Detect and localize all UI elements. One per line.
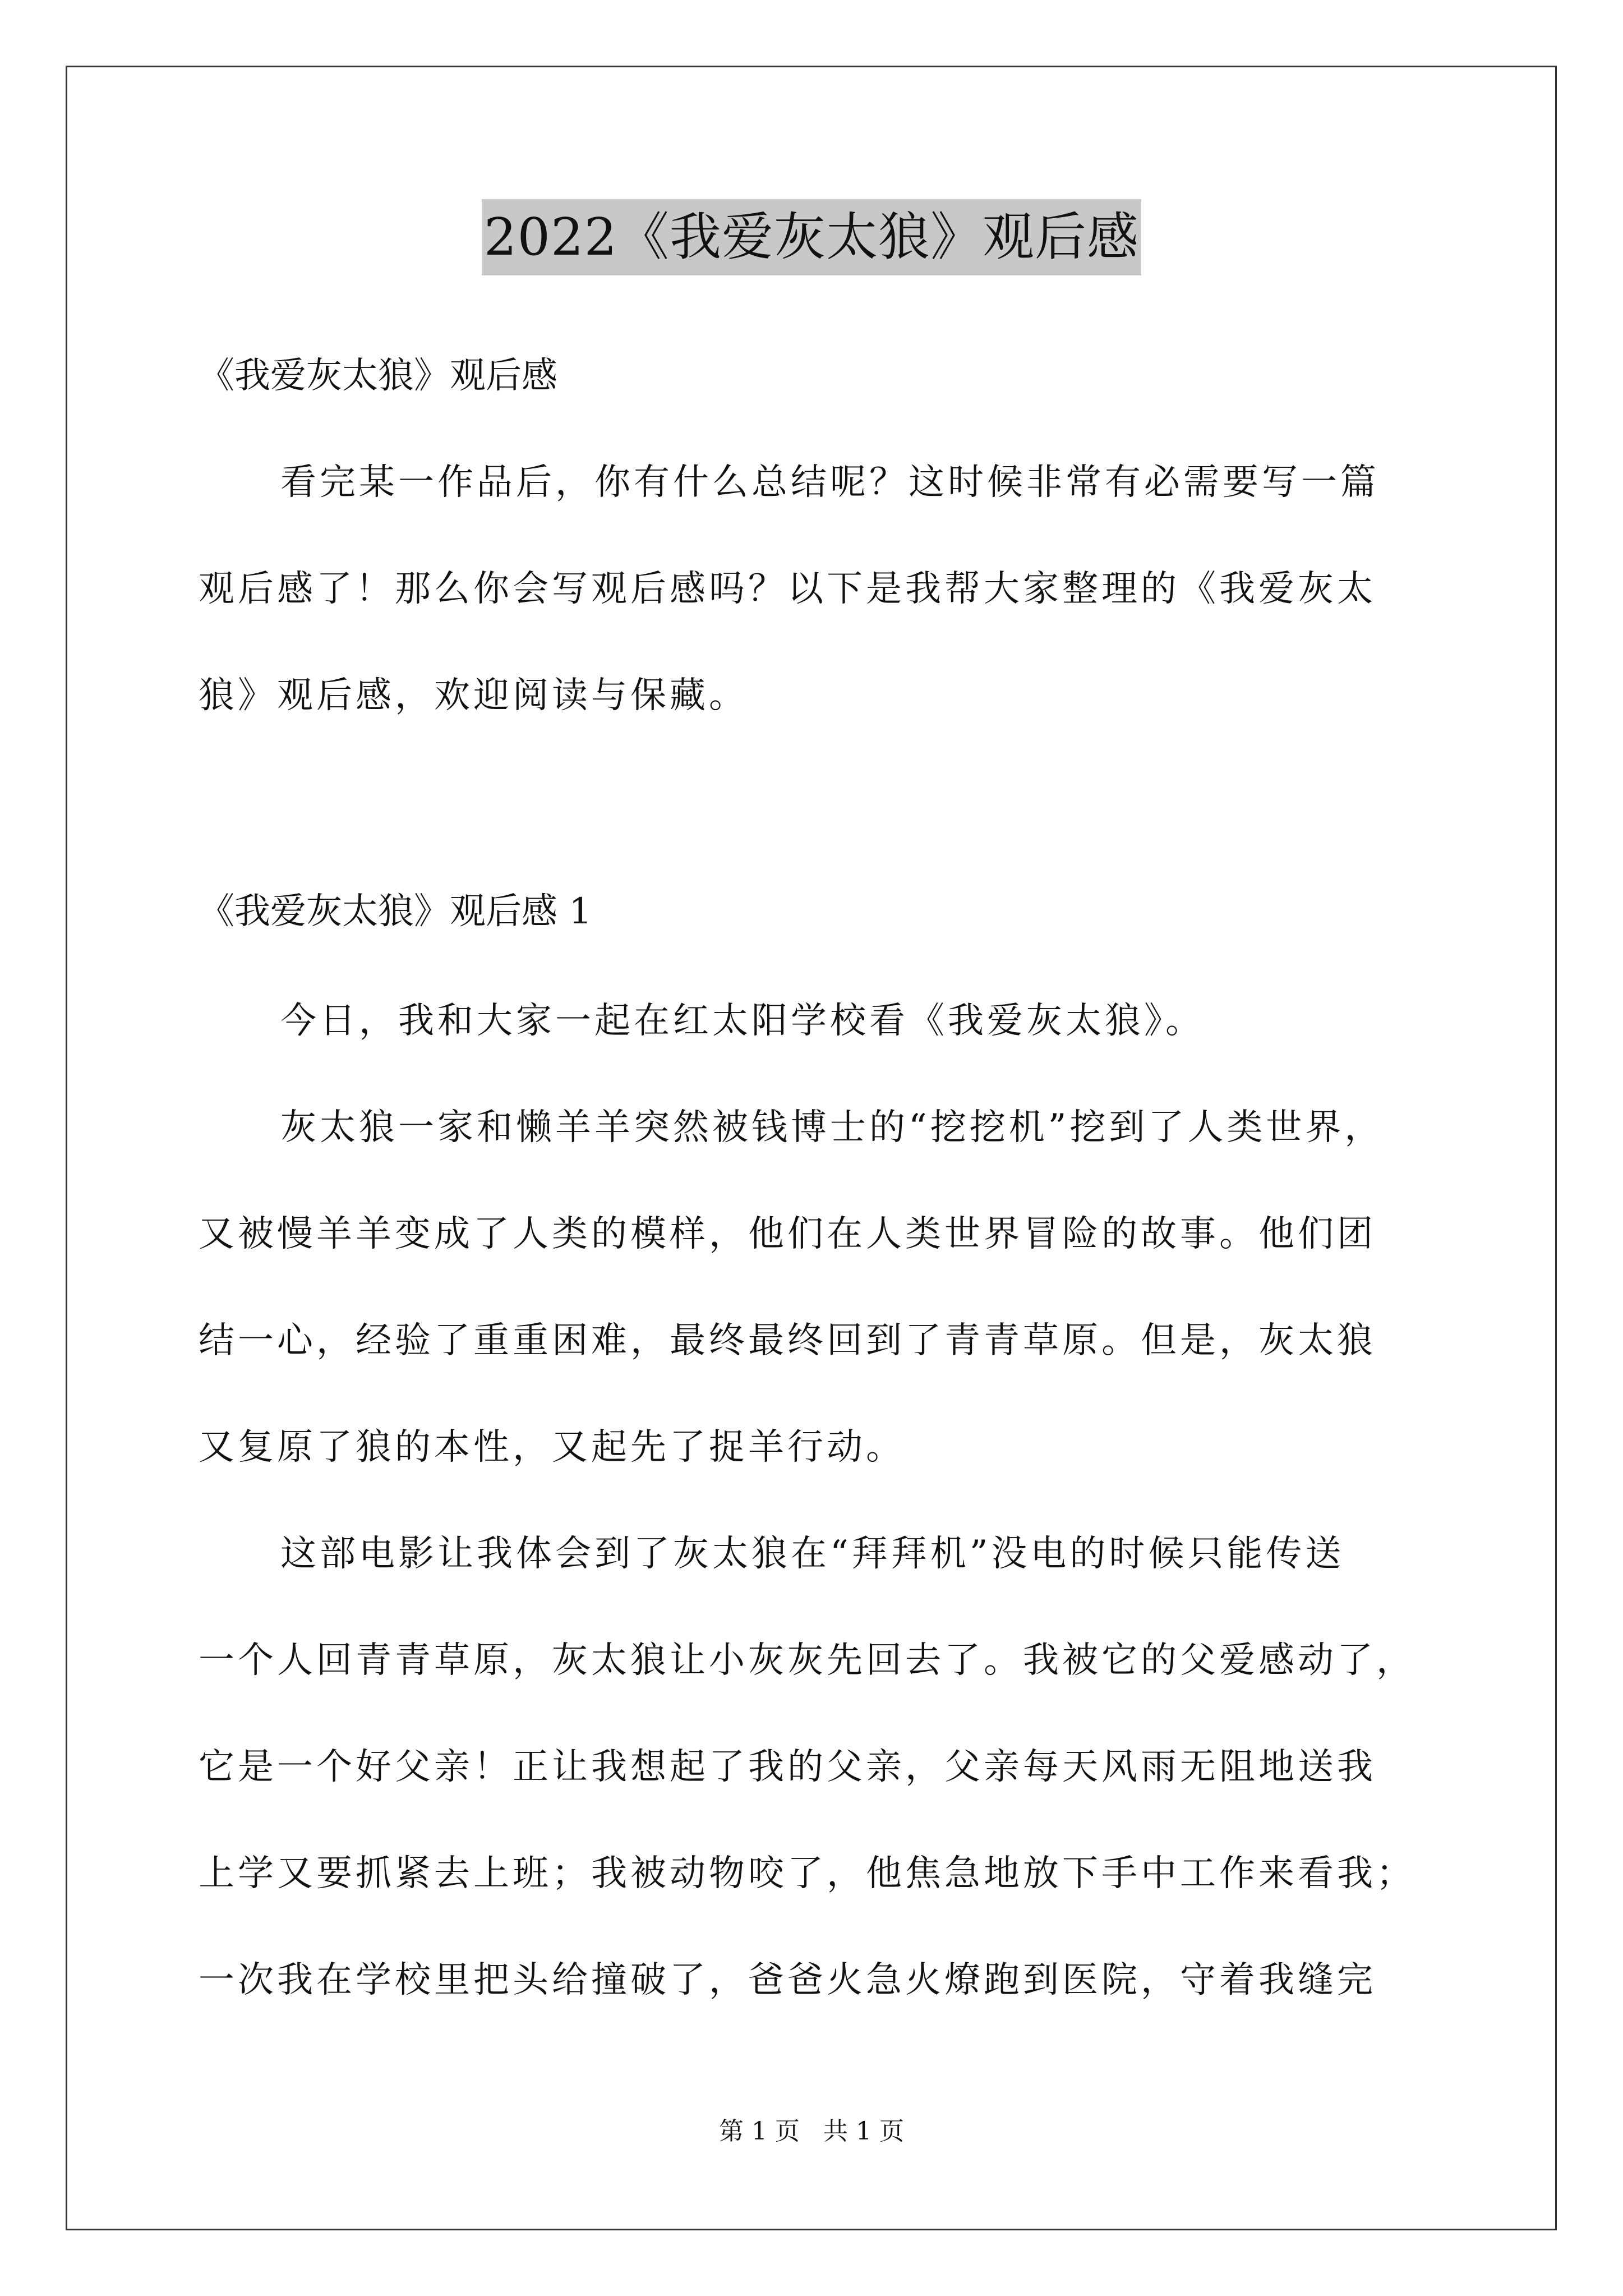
intro-line-2: 观后感了！那么你会写观后感吗？以下是我帮大家整理的《我爱灰太 (199, 568, 1376, 610)
section-heading: 《我爱灰太狼》观后感 1 (199, 891, 592, 932)
body-line-5: 又复原了狼的本性，又起先了捉羊行动。 (199, 1427, 905, 1468)
document-title-text: 2022《我爱灰太狼》观后感 (482, 199, 1141, 275)
intro-line-1: 看完某一作品后，你有什么总结呢？这时候非常有必需要写一篇 (280, 462, 1380, 503)
body-line-4: 结一心，经验了重重困难，最终最终回到了青青草原。但是，灰太狼 (199, 1320, 1376, 1361)
body-line-7: 一个人回青青草原，灰太狼让小灰灰先回去了。我被它的父爱感动了， (199, 1640, 1415, 1681)
body-line-10: 一次我在学校里把头给撞破了，爸爸火急火燎跑到医院，守着我缝完 (199, 1959, 1376, 2001)
body-line-1: 今日，我和大家一起在红太阳学校看《我爱灰太狼》。 (280, 1000, 1205, 1042)
intro-line-3: 狼》观后感，欢迎阅读与保藏。 (199, 675, 748, 716)
body-line-2: 灰太狼一家和懒羊羊突然被钱博士的“挖挖机”挖到了人类世界， (280, 1107, 1384, 1148)
body-line-9: 上学又要抓紧去上班；我被动物咬了，他焦急地放下手中工作来看我； (199, 1853, 1415, 1894)
body-line-8: 它是一个好父亲！正让我想起了我的父亲，父亲每天风雨无阻地送我 (199, 1746, 1376, 1788)
document-title (0, 199, 1623, 275)
page-footer: 第 1 页 共 1 页 (719, 2117, 904, 2146)
body-line-3: 又被慢羊羊变成了人类的模样，他们在人类世界冒险的故事。他们团 (199, 1213, 1376, 1255)
document-subtitle: 《我爱灰太狼》观后感 (199, 355, 557, 397)
body-line-6: 这部电影让我体会到了灰太狼在“拜拜机”没电的时候只能传送 (280, 1533, 1345, 1575)
